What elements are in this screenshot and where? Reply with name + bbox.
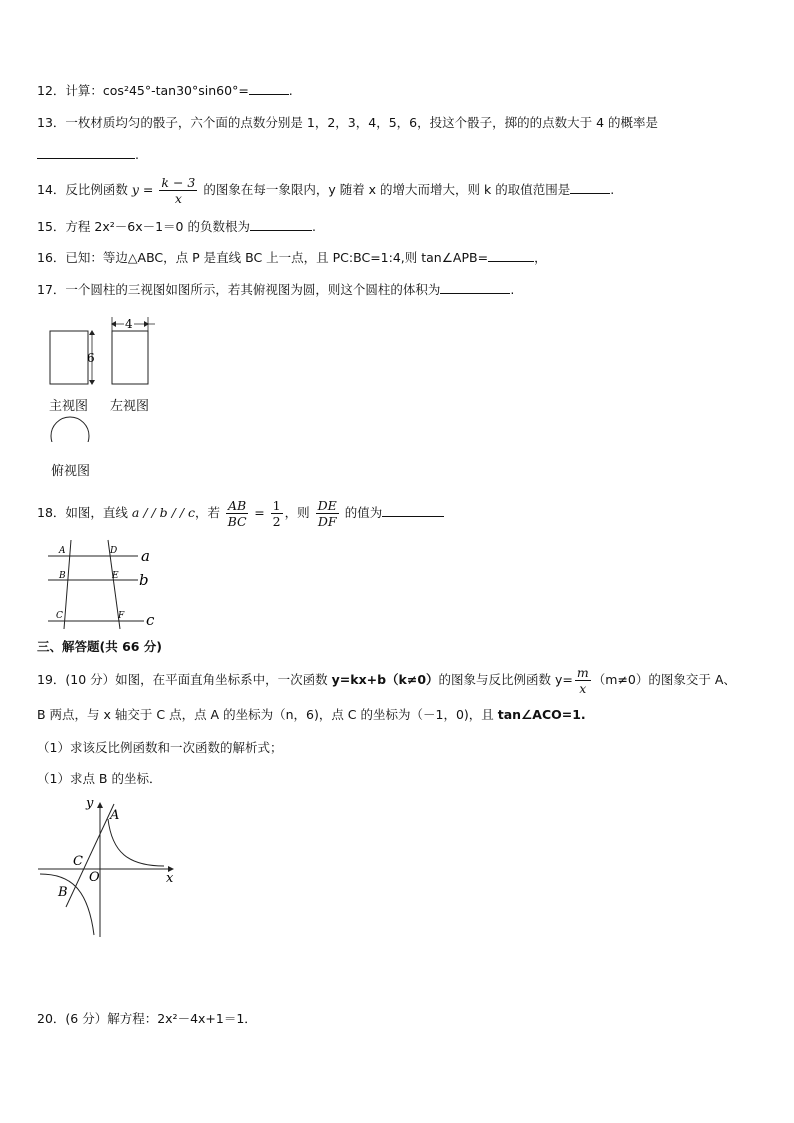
question-18-prefix: 18．如图，直线 [37, 505, 132, 520]
question-13-end: . [135, 147, 139, 162]
point-e-label: E [112, 571, 119, 581]
answer-blank [249, 82, 289, 95]
point-c-label: C [56, 611, 63, 621]
point-b-label: B [58, 885, 68, 900]
answer-blank [440, 281, 510, 294]
question-19-sub-1: （1）求该反比例函数和一次函数的解析式； [37, 740, 283, 755]
question-19-text-f: tan∠ACO=1. [497, 707, 586, 722]
line-a-label: a [141, 547, 150, 565]
question-19-sub-2: （1）求点 B 的坐标． [37, 771, 162, 786]
question-14 [37, 172, 614, 208]
fraction-denominator: BC [227, 514, 247, 529]
question-19-text-a: 19．(10 分）如图，在平面直角坐标系中，一次函数 [37, 672, 332, 687]
answer-blank [250, 218, 312, 231]
line-b-label: b [139, 571, 149, 589]
question-19-line-1 [37, 662, 736, 698]
question-18-suffix: 的值为 [340, 505, 383, 520]
fraction-denominator: 2 [272, 514, 281, 529]
fraction-denominator: DF [317, 514, 337, 529]
point-f-label: F [118, 611, 125, 621]
question-19-line-2 [37, 706, 586, 724]
y-axis-label: y [86, 796, 94, 811]
question-13-text: 13．一枚材质均匀的骰子，六个面的点数分别是 1，2，3，4，5，6，投这个骰子，掷的的点数大于 4 的概率是 [37, 115, 658, 130]
top-view-circle [51, 417, 89, 442]
origin-label: O [89, 870, 100, 885]
height-arrow-bottom [89, 380, 95, 385]
question-17-end: . [510, 282, 515, 297]
question-14-suffix: 的图象在每一象限内，y 随着 x 的增大而增大，则 k 的取值范围是 [199, 182, 571, 197]
left-view-label: 左视图 [110, 399, 150, 414]
equals-sign: = [250, 505, 269, 520]
height-label: 6 [87, 351, 95, 365]
point-c-label: C [73, 854, 83, 869]
fraction-denominator: x [174, 191, 182, 206]
fraction-one-half [271, 498, 283, 529]
front-view-rect [50, 331, 88, 384]
point-b-label: B [59, 571, 66, 581]
question-16-text: 16．已知：等边△ABC，点 P 是直线 BC 上一点，且 PC:BC=1:4,则 tan∠APB= [37, 250, 489, 265]
question-16-end: ， [534, 250, 547, 265]
question-17-text: 17．一个圆柱的三视图如图所示，若其俯视图为圆，则这个圆柱的体积为 [37, 282, 441, 297]
fraction-numerator: DE [317, 498, 337, 513]
width-label: 4 [125, 317, 133, 331]
question-13 [37, 114, 658, 132]
point-d-label: D [110, 546, 118, 556]
fraction-ab-bc [226, 498, 248, 529]
answer-blank [382, 504, 444, 517]
fraction-numerator: AB [228, 498, 247, 513]
question-12 [37, 82, 293, 100]
line-c-label: c [146, 611, 155, 629]
question-19-text-e: B 两点，与 x 轴交于 C 点，点 A 的坐标为（n，6)，点 C 的坐标为（－1，0)，且 [37, 707, 498, 722]
question-15-text: 15．方程 2x²－6x－1＝0 的负数根为 [37, 219, 250, 234]
question-18-lines: a / / b / / c [131, 505, 196, 520]
answer-blank [37, 146, 135, 159]
figure-17-three-views [40, 312, 170, 442]
y-axis-arrow [97, 802, 103, 808]
answer-blank [488, 249, 534, 262]
front-view-label: 主视图 [49, 399, 89, 414]
question-12-text: 12．计算：cos²45°-tan30°sin60°= [37, 83, 249, 98]
question-14-prefix: 14．反比例函数 [37, 182, 132, 197]
section-3-heading: 三、解答题(共 66 分) [37, 639, 163, 654]
hyperbola-branch-1 [108, 819, 164, 866]
question-15-end: . [311, 219, 316, 234]
question-13-answer-line [37, 146, 139, 164]
fraction-m-x [575, 665, 591, 696]
question-18-then: ，则 [284, 505, 314, 520]
fraction-numerator: k − 3 [161, 175, 196, 190]
height-arrow-top [89, 330, 95, 335]
question-19-text-b: y=kx+b（k≠0） [331, 672, 439, 687]
fraction-numerator: 1 [272, 498, 281, 513]
question-17 [37, 281, 514, 299]
point-a-label: A [59, 546, 66, 556]
question-12-end: . [288, 83, 293, 98]
top-view-label: 俯视图 [51, 464, 91, 479]
fraction-denominator: x [579, 681, 587, 696]
question-20: 20．(6 分）解方程：2x²－4x+1＝1． [37, 1011, 257, 1026]
question-14-y-eq: y = [131, 182, 154, 197]
left-view-rect [112, 331, 148, 384]
figure-19-coordinate-graph [36, 792, 186, 942]
question-18 [37, 494, 444, 532]
question-15 [37, 218, 316, 236]
question-19-text-c: 的图象与反比例函数 y= [438, 672, 573, 687]
question-14-fraction [159, 175, 197, 206]
question-19-text-d: （m≠0）的图象交于 A、 [592, 672, 736, 687]
fraction-numerator: m [576, 665, 589, 680]
fraction-de-df [316, 498, 339, 529]
x-axis-label: x [166, 871, 174, 886]
question-14-end: . [610, 182, 615, 197]
figure-18-parallel-lines [40, 536, 170, 632]
point-a-label: A [110, 808, 120, 823]
question-18-mid: ，若 [195, 505, 225, 520]
question-16 [37, 249, 547, 267]
answer-blank [570, 181, 610, 194]
